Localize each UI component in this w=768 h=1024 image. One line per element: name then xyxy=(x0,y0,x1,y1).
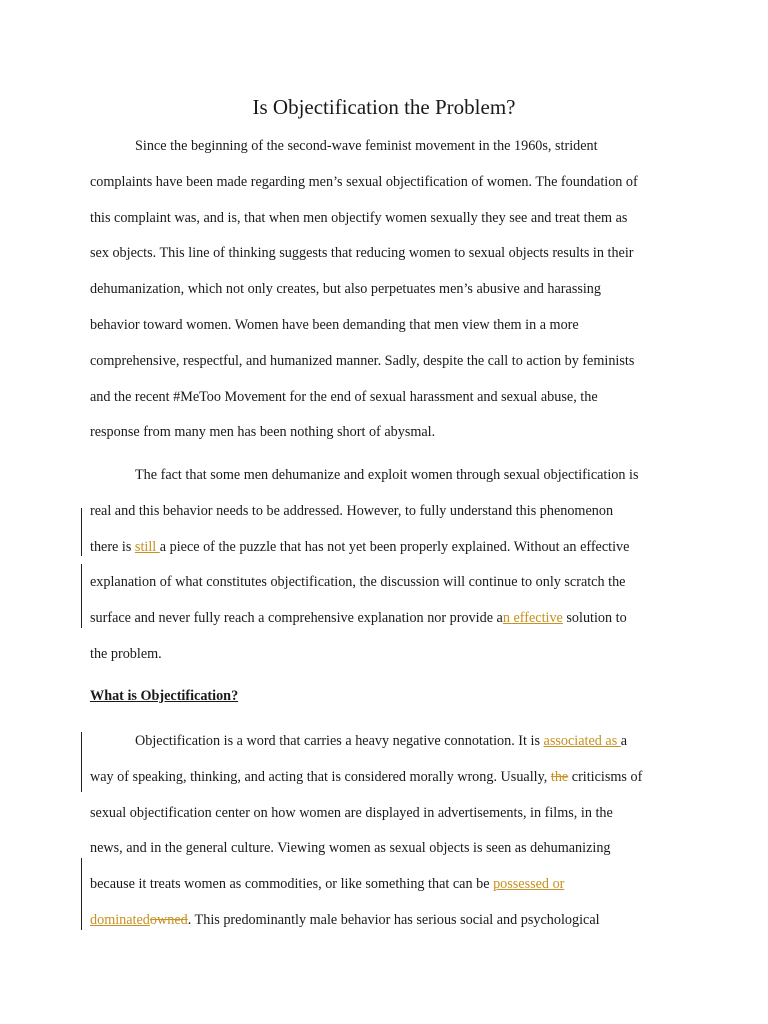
text-run: a xyxy=(620,733,628,749)
paragraph-2 xyxy=(90,458,680,673)
tracked-deletion[interactable]: the xyxy=(550,768,569,785)
paragraph-line: news, and in the general culture. Viewing women as sexual objects is seen as dehumanizing xyxy=(90,840,611,857)
paragraph-line xyxy=(90,903,680,939)
paragraph-line: explanation of what constitutes objectification, the discussion will continue to only scratch the xyxy=(90,574,626,591)
paragraph-line xyxy=(90,601,680,637)
change-bar xyxy=(81,564,82,628)
paragraph-line xyxy=(90,530,680,566)
text-run: . This predominantly male behavior has serious social and psychological xyxy=(187,911,600,928)
paragraph-line: sex objects. This line of thinking suggests that reducing women to sexual objects results in their xyxy=(90,245,634,262)
paragraph-line: dehumanization, which not only creates, but also perpetuates men’s abusive and harassing xyxy=(90,281,601,298)
tracked-deletion[interactable]: owned xyxy=(149,911,188,928)
paragraph-line: this complaint was, and is, that when men objectify women sexually they see and treat them as xyxy=(90,209,628,226)
tracked-insertion[interactable]: n effective xyxy=(502,610,563,627)
paragraph-line: real and this behavior needs to be addressed. However, to fully understand this phenomenon xyxy=(90,502,614,519)
tracked-insertion[interactable]: associated as xyxy=(543,733,621,749)
text-run: Objectification is a word that carries a heavy negative connotation. It is xyxy=(135,733,544,749)
text-run: solution to xyxy=(562,610,627,627)
tracked-insertion[interactable]: possessed or xyxy=(493,876,565,893)
change-bar xyxy=(81,732,82,792)
text-run: because it treats women as commodities, or like something that can be xyxy=(90,876,494,893)
text-run: way of speaking, thinking, and acting that is considered morally wrong. Usually, xyxy=(90,768,551,785)
document-title: Is Objectification the Problem? xyxy=(252,95,516,119)
text-run: there is xyxy=(90,538,135,555)
paragraph-3 xyxy=(90,724,680,939)
tracked-insertion[interactable]: dominated xyxy=(90,911,150,928)
paragraph-line: complaints have been made regarding men’s sexual objectification of women. The foundation of xyxy=(90,173,638,190)
paragraph-line xyxy=(90,760,680,796)
paragraph-line: sexual objectification center on how women are displayed in advertisements, in films, in the xyxy=(90,804,613,821)
tracked-insertion[interactable]: still xyxy=(134,538,160,555)
section-heading: What is Objectification? xyxy=(90,688,239,704)
paragraph-line xyxy=(90,724,680,760)
text-run: a piece of the puzzle that has not yet been properly explained. Without an effective xyxy=(159,538,630,555)
paragraph-1 xyxy=(90,129,680,451)
paragraph-line: response from many men has been nothing short of abysmal. xyxy=(90,424,436,441)
paragraph-line: behavior toward women. Women have been demanding that men view them in a more xyxy=(90,316,579,333)
text-run: criticisms of xyxy=(568,768,643,785)
paragraph-line: the problem. xyxy=(90,645,162,662)
paragraph-line xyxy=(90,867,680,903)
paragraph-line: comprehensive, respectful, and humanized manner. Sadly, despite the call to action by feminists xyxy=(90,352,635,369)
paragraph-line: and the recent #MeToo Movement for the end of sexual harassment and sexual abuse, the xyxy=(90,388,598,405)
text-run: surface and never fully reach a comprehensive explanation nor provide a xyxy=(90,610,503,627)
paragraph-line: The fact that some men dehumanize and exploit women through sexual objectification is xyxy=(135,467,639,483)
paragraph-line: Since the beginning of the second-wave feminist movement in the 1960s, strident xyxy=(135,138,598,154)
change-bar xyxy=(81,858,82,930)
change-bar xyxy=(81,508,82,556)
